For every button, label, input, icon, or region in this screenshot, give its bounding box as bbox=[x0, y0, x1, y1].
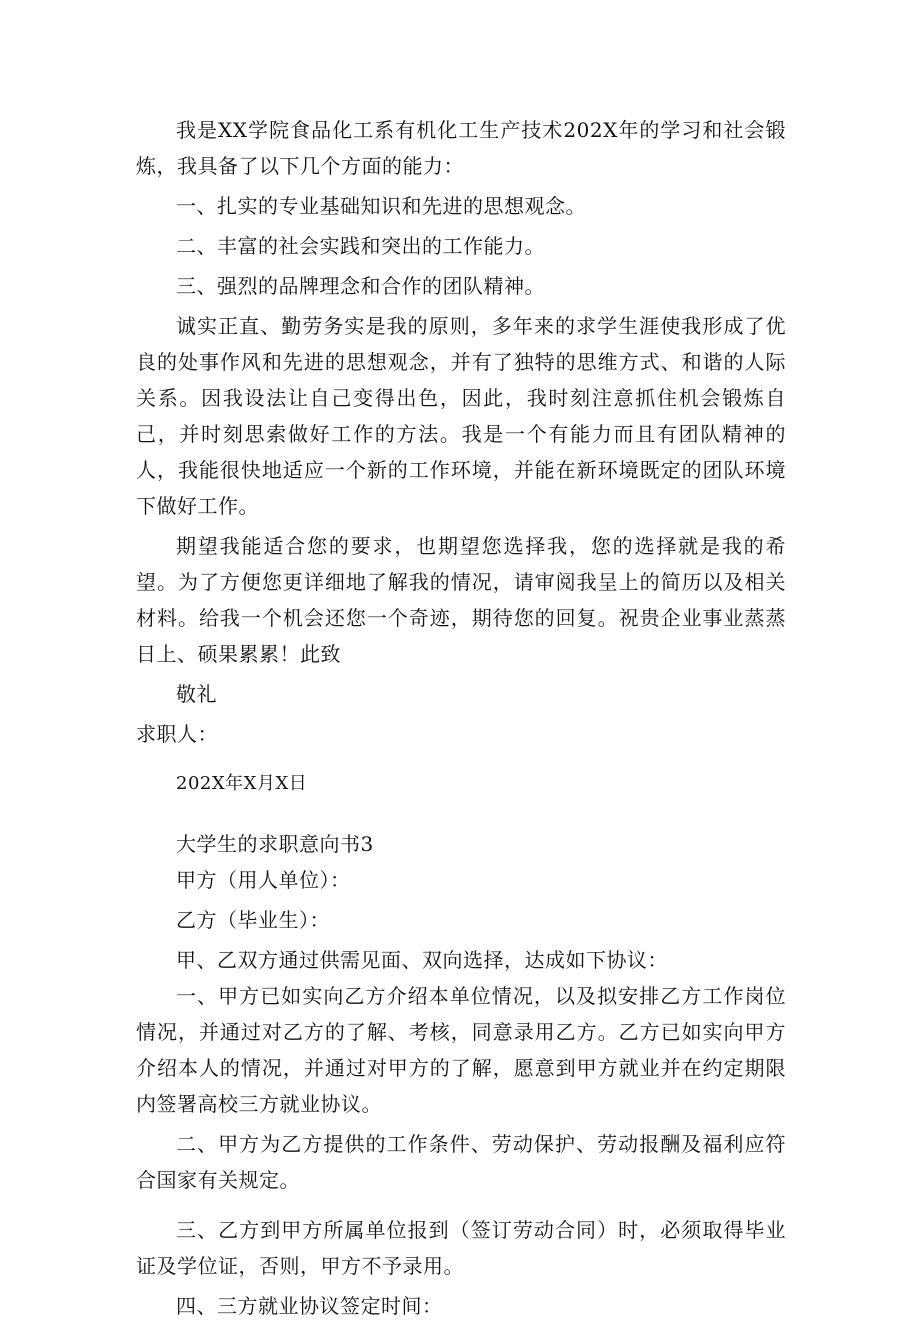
paragraph-closing: 期望我能适合您的要求，也期望您选择我，您的选择就是我的希望。为了方便您更详细地了解我的情况，请审阅我呈上的简历以及相关材料。给我一个机会还您一个奇迹，期待您的回复。祝贵企业事业蒸蒸日上、硕果累累！此致 bbox=[136, 534, 786, 666]
party-b-label: 乙方（毕业生）： bbox=[176, 908, 330, 932]
agreement-clause-2: 二、甲方为乙方提供的工作条件、劳动保护、劳动报酬及福利应符合国家有关规定。 bbox=[136, 1132, 786, 1192]
applicant-label: 求职人： bbox=[136, 722, 218, 746]
agreement-clause-3: 三、乙方到甲方所属单位报到（签订劳动合同）时，必须取得毕业证及学位证，否则，甲方不予录用。 bbox=[136, 1218, 786, 1278]
section-title: 大学生的求职意向书3 bbox=[176, 832, 374, 856]
paragraph-character: 诚实正直、勤劳务实是我的原则，多年来的求学生涯使我形成了优良的处事作风和先进的思想观念，并有了独特的思维方式、和谐的人际关系。因我设法让自己变得出色，因此，我时刻注意抓住机会锻炼自己，并时刻思索做好工作的方法。我是一个有能力而且有团队精神的人，我能很快地适应一个新的工作环境，并能在新环境既定的团队环境下做好工作。 bbox=[136, 314, 786, 518]
agreement-intro: 甲、乙双方通过供需见面、双向选择，达成如下协议： bbox=[176, 948, 668, 972]
paragraph-ability-2: 二、丰富的社会实践和突出的工作能力。 bbox=[176, 234, 545, 258]
document-page bbox=[136, 112, 786, 1324]
agreement-clause-1: 一、甲方已如实向乙方介绍本单位情况，以及拟安排乙方工作岗位情况，并通过对乙方的了解、考核，同意录用乙方。乙方已如实向甲方介绍本人的情况，并通过对甲方的了解，愿意到甲方就业并在约定期限内签署高校三方就业协议。 bbox=[136, 984, 786, 1116]
paragraph-ability-1: 一、扎实的专业基础知识和先进的思想观念。 bbox=[176, 194, 586, 218]
party-a-label: 甲方（用人单位）： bbox=[176, 868, 351, 892]
salutation: 敬礼 bbox=[176, 682, 217, 706]
paragraph-abilities-intro: 我是XX学院食品化工系有机化工生产技术202X年的学习和社会锻炼，我具备了以下几个方面的能力： bbox=[136, 118, 786, 178]
agreement-clause-4: 四、三方就业协议签定时间： bbox=[176, 1294, 443, 1318]
paragraph-ability-3: 三、强烈的品牌理念和合作的团队精神。 bbox=[176, 274, 545, 298]
date-line: 202X年X月X日 bbox=[176, 773, 308, 794]
